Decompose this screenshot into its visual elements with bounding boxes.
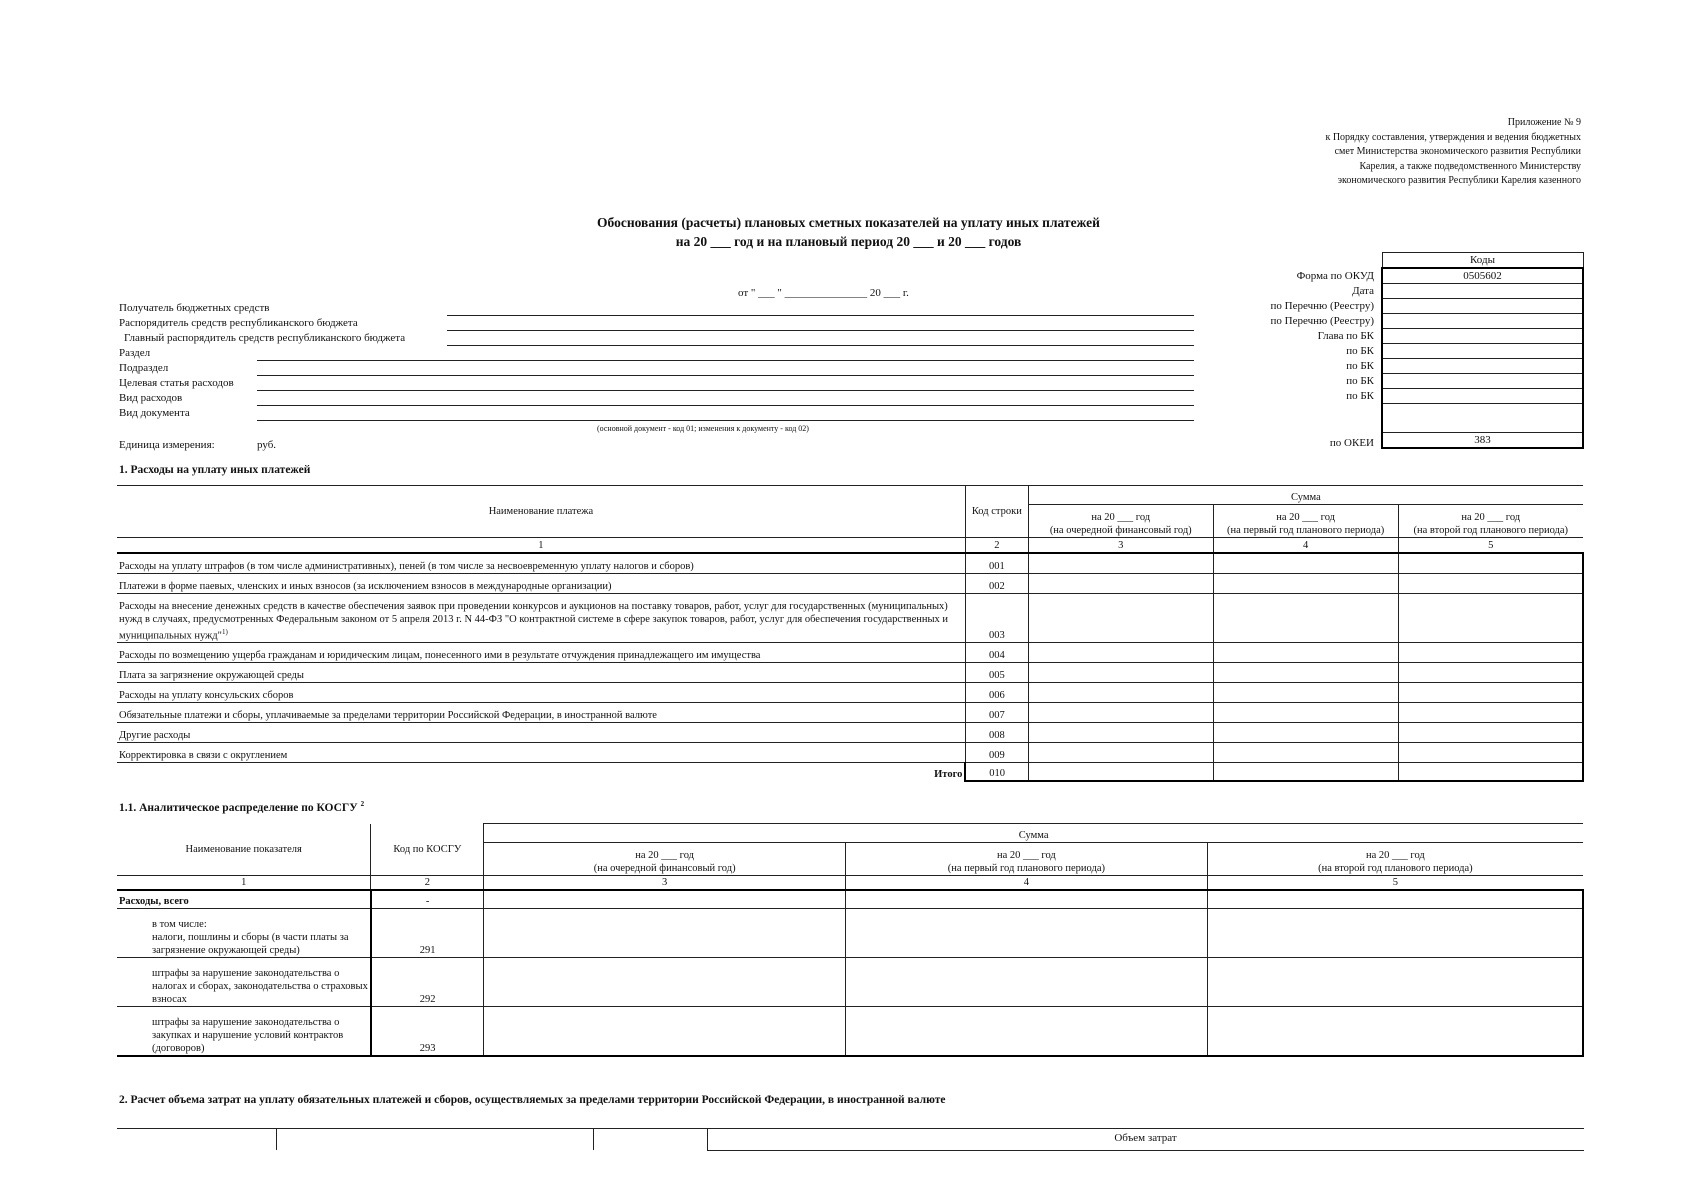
s11-colnum: 4 [846,876,1208,891]
s11-colnum: 3 [484,876,846,891]
codes-label: Глава по БК [1317,330,1374,342]
s2-col-divider [593,1128,594,1150]
codes-label: по БК [1346,360,1374,372]
recipient-field[interactable] [447,315,1194,316]
table-row [117,683,1583,703]
s1-col-y1-sub: (на очередной финансовый год) [1049,525,1192,536]
s1-row-code: 004 [965,643,1028,663]
s11-colnum: 2 [371,876,484,891]
s1-cell[interactable] [1398,763,1583,782]
doc-type-field[interactable] [257,420,1194,421]
section11-footnote: 2 [360,800,365,808]
section1-heading: 1. Расходы на уплату иных платежей [119,464,311,476]
s11-cell[interactable] [1207,958,1583,1007]
s1-row-name: Обязательные платежи и сборы, уплачиваемые за пределами территории Российской Федерации, в иностранной валюте [117,703,965,723]
s1-row-code: 006 [965,683,1028,703]
s1-row-name: Расходы на внесение денежных средств в качестве обеспечения заявок при проведении конкурсов и аукционов на поставку товаров, работ, услуг для государственных (муниципальных) нужд в случаях, предусмотренных Федеральным законом от 5 апреля 2013 г. N 44-ФЗ "О контрактной системе в сфере закупок товаров, работ, услуг для обеспечения государственных и муниципальных нужд" [119,600,949,641]
s1-row-name: Корректировка в связи с округлением [117,743,965,763]
s1-cell[interactable] [1213,643,1398,663]
table-row [117,594,1583,643]
codes-label: по ОКЕИ [1329,437,1374,449]
s1-cell[interactable] [1398,553,1583,574]
appendix-line: смет Министерства экономического развития Республики [1334,146,1581,157]
table-row [117,703,1583,723]
s1-colnum: 1 [117,538,965,554]
section2-heading: 2. Расчет объема затрат на уплату обязательных платежей и сборов, осуществляемых за пределами территории Российской Федерации, в иностранной валюте [119,1094,946,1106]
codes-label: по Перечню (Реестру) [1270,300,1374,312]
codes-value-okei[interactable]: 383 [1382,433,1583,449]
s1-row-name: Другие расходы [117,723,965,743]
total-row [117,763,1583,782]
s1-cell[interactable] [1028,553,1213,574]
codes-label: по БК [1346,390,1374,402]
s1-col-name: Наименование платежа [117,486,965,538]
s1-row-footnote: 1) [221,627,228,636]
chief-manager-field[interactable] [447,345,1194,346]
s1-cell[interactable] [1028,574,1213,594]
codes-label: Дата [1352,285,1374,297]
appendix-line: экономического развития Республики Карелия казенного [1337,175,1581,186]
codes-label: Форма по ОКУД [1296,270,1374,282]
s1-colnum: 5 [1398,538,1583,554]
section-field[interactable] [257,360,1194,361]
s11-cell[interactable] [846,1007,1208,1057]
s1-col-y3-sub: (на второй год планового периода) [1413,525,1569,536]
s11-col-code: Код по КОСГУ [371,824,484,876]
codes-value[interactable] [1382,389,1583,404]
s1-colnum: 3 [1028,538,1213,554]
s11-row-code: 292 [371,958,484,1007]
s1-cell[interactable] [1398,703,1583,723]
codes-header: Коды [1382,253,1583,269]
s1-colnum: 4 [1213,538,1398,554]
s1-cell[interactable] [1398,743,1583,763]
target-item-label: Целевая статья расходов [119,377,234,389]
s1-cell[interactable] [1028,723,1213,743]
table-row [117,958,1583,1007]
s11-row-name: штрафы за нарушение законодательства о закупках и нарушение условий контрактов (договоров) [117,1007,371,1057]
s11-cell[interactable] [484,958,846,1007]
appendix-note [1281,116,1581,189]
s11-cell[interactable] [484,890,846,909]
codes-value[interactable] [1382,404,1583,433]
s1-col-y3: на 20 ___ год [1461,512,1521,523]
codes-label: по БК [1346,345,1374,357]
s1-cell[interactable] [1213,683,1398,703]
s11-colnum: 5 [1207,876,1583,891]
s1-cell[interactable] [1028,743,1213,763]
manager-label: Распорядитель средств республиканского бюджета [119,317,358,329]
codes-value[interactable] [1382,374,1583,389]
s11-cell[interactable] [1207,1007,1583,1057]
s11-cell[interactable] [846,909,1208,958]
s11-row-name: штрафы за нарушение законодательства о налогах и сборах, законодательства о страховых взносах [117,958,371,1007]
title-line-2: на 20 ___ год и на плановый период 20 ___ и 20 ___ годов [675,234,1022,249]
table-row [117,743,1583,763]
s11-col-name: Наименование показателя [117,824,371,876]
s1-col-y1: на 20 ___ год [1091,512,1151,523]
codes-table [1381,252,1584,449]
doc-type-label: Вид документа [119,407,190,419]
s1-cell[interactable] [1213,703,1398,723]
section1-table [117,485,1584,782]
table-row [117,663,1583,683]
s1-cell[interactable] [1028,643,1213,663]
document-title [0,213,1697,251]
s1-row-name: Расходы на уплату консульских сборов [117,683,965,703]
table-row [117,574,1583,594]
s1-cell[interactable] [1028,683,1213,703]
s11-col-y3-sub: (на второй год планового периода) [1318,863,1473,874]
date-line: от " ___ " _______________ 20 ___ г. [738,287,909,299]
s1-cell[interactable] [1398,663,1583,683]
title-line-1: Обоснования (расчеты) плановых сметных показателей на уплату иных платежей [597,215,1100,230]
table-row [117,909,1583,958]
expense-type-label: Вид расходов [119,392,183,404]
codes-value[interactable] [1382,299,1583,314]
codes-label: по БК [1346,375,1374,387]
s1-cell[interactable] [1398,594,1583,643]
s11-row-code: 291 [371,909,484,958]
expense-type-field[interactable] [257,405,1194,406]
s1-colnum: 2 [965,538,1028,554]
s1-cell[interactable] [1213,663,1398,683]
s1-row-code: 009 [965,743,1028,763]
codes-value[interactable] [1382,359,1583,374]
codes-value[interactable] [1382,344,1583,359]
s1-cell[interactable] [1398,574,1583,594]
s1-row-code: 002 [965,574,1028,594]
s1-row-code: 008 [965,723,1028,743]
s11-col-y2: на 20 ___ год [997,850,1056,861]
s1-cell[interactable] [1213,723,1398,743]
chief-manager-label: Главный распорядитель средств республиканского бюджета [124,332,406,344]
s1-cell[interactable] [1213,574,1398,594]
section11-heading-text: 1.1. Аналитическое распределение по КОСГУ [119,801,358,814]
s11-cell[interactable] [484,909,846,958]
s11-total-code: - [371,890,484,909]
s11-col-y1-sub: (на очередной финансовый год) [593,863,736,874]
s11-col-y3: на 20 ___ год [1366,850,1425,861]
table-row [117,553,1583,574]
s11-total-label: Расходы, всего [117,890,371,909]
s11-cell[interactable] [846,890,1208,909]
section11-table [117,823,1584,1057]
s1-cell[interactable] [1398,683,1583,703]
s1-row-name: Расходы на уплату штрафов (в том числе административных), пеней (в том числе за несвоевременную уплату налогов и сборов) [117,553,965,574]
s2-col-divider [276,1128,277,1150]
s11-col-y2-sub: (на первый год планового периода) [947,863,1105,874]
section-label: Раздел [119,347,151,359]
unit-label: Единица измерения: [119,439,215,451]
recipient-label: Получатель бюджетных средств [119,302,270,314]
s1-cell[interactable] [1213,763,1398,782]
codes-value-date[interactable] [1382,284,1583,299]
s1-cell[interactable] [1213,594,1398,643]
codes-value[interactable] [1382,329,1583,344]
s11-col-y1: на 20 ___ год [635,850,695,861]
s11-row-code: 293 [371,1007,484,1057]
s1-cell[interactable] [1028,703,1213,723]
s11-cell[interactable] [1207,890,1583,909]
s1-row-code: 005 [965,663,1028,683]
doc-type-note: (основной документ - код 01; изменения к документу - код 02) [597,424,809,433]
s11-cell[interactable] [484,1007,846,1057]
s1-cell[interactable] [1028,594,1213,643]
appendix-line: Приложение № 9 [1507,117,1581,128]
s1-cell[interactable] [1213,553,1398,574]
s1-cell[interactable] [1398,643,1583,663]
s1-cell[interactable] [1028,663,1213,683]
s2-header-line [707,1150,1584,1151]
s1-cell[interactable] [1398,723,1583,743]
s1-total-label: Итого [934,769,963,780]
s1-row-name: Платежи в форме паевых, членских и иных взносов (за исключением взносов в международные организации) [117,574,965,594]
s11-row-name: в том числе: налоги, пошлины и сборы (в части платы за загрязнение окружающей среды) [117,909,371,958]
s1-cell[interactable] [1028,763,1213,782]
s1-col-sum: Сумма [1028,486,1583,505]
s1-total-code: 010 [965,763,1028,782]
s11-cell[interactable] [1207,909,1583,958]
manager-field[interactable] [447,330,1194,331]
unit-value: руб. [257,439,277,451]
s1-row-code: 007 [965,703,1028,723]
s1-row-code: 003 [965,594,1028,643]
s2-col-volume: Объем затрат [1114,1132,1177,1144]
s2-table-top [117,1128,1584,1129]
table-row [117,890,1583,909]
s1-row-name: Плата за загрязнение окружающей среды [117,663,965,683]
s1-col-y2-sub: (на первый год планового периода) [1227,525,1385,536]
section11-heading [119,800,364,814]
subsection-field[interactable] [257,375,1194,376]
s11-colnum: 1 [117,876,371,891]
table-row [117,643,1583,663]
table-row [117,1007,1583,1057]
s1-cell[interactable] [1213,743,1398,763]
s1-row-name: Расходы по возмещению ущерба гражданам и юридическим лицам, понесенного ими в результате отчуждения принадлежащего им имущества [117,643,965,663]
codes-value[interactable] [1382,314,1583,329]
subsection-label: Подраздел [119,362,169,374]
s1-row-code: 001 [965,553,1028,574]
appendix-line: к Порядку составления, утверждения и ведения бюджетных [1325,131,1581,143]
s1-col-y2: на 20 ___ год [1276,512,1336,523]
table-row [117,723,1583,743]
appendix-line: Карелия, а также подведомственного Министерству [1359,160,1581,172]
target-item-field[interactable] [257,390,1194,391]
s11-cell[interactable] [846,958,1208,1007]
s1-col-code: Код строки [965,486,1028,538]
codes-label: по Перечню (Реестру) [1270,315,1374,327]
s11-col-sum: Сумма [484,824,1583,843]
codes-value-okud[interactable]: 0505602 [1382,268,1583,284]
